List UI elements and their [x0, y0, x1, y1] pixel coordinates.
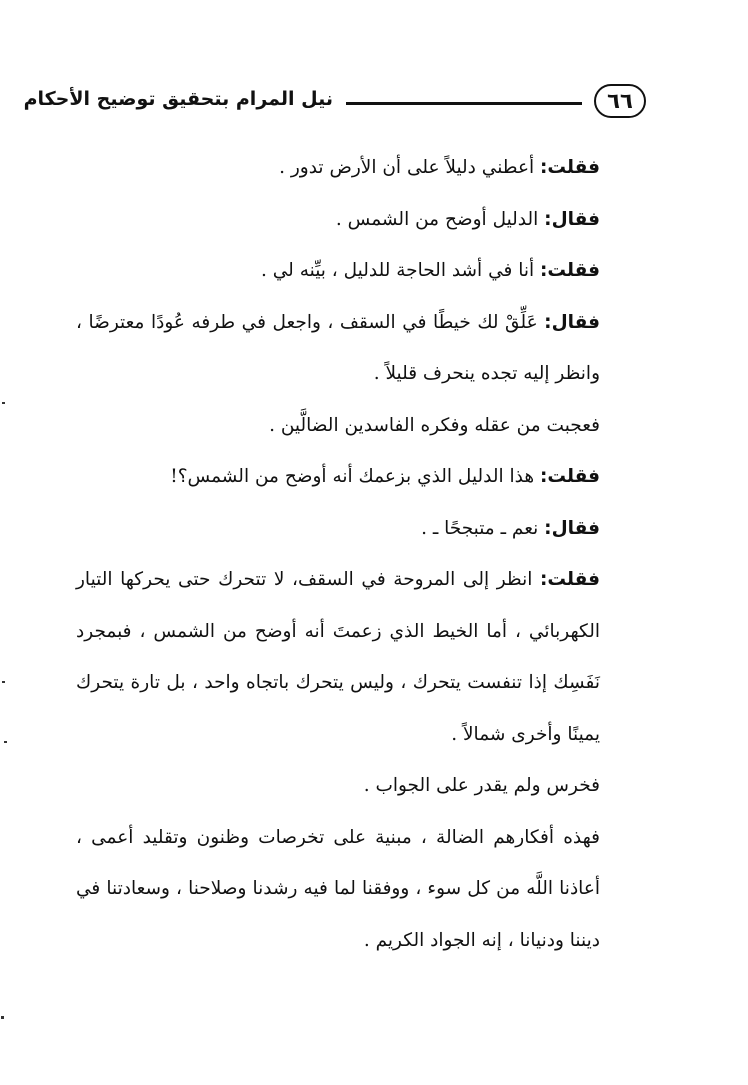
paragraph: [76, 503, 642, 555]
paragraph-text: أعطني دليلاً على أن الأرض تدور .: [279, 157, 541, 178]
page-body: [76, 142, 642, 966]
speaker-label: فقلت:: [540, 466, 600, 487]
book-title: نيل المرام بتحقيق توضيح الأحكام: [23, 88, 333, 110]
scan-speck: [2, 681, 5, 683]
scan-speck: [2, 402, 5, 404]
paragraph: [76, 812, 642, 967]
paragraph-text: انظر إلى المروحة في السقف، لا تتحرك حتى يحركها التيار الكهربائي ، أما الخيط الذي زعمتَ أنه أوضح من الشمس ، فبمجرد نَفَسِك إذا تنفست يتحرك ، وليس يتحرك باتجاه واحد ، بل تارة يتحرك يمينًا وأخرى شمالاً .: [76, 569, 600, 745]
paragraph-text: أنا في أشد الحاجة للدليل ، بيِّنه لي .: [261, 260, 541, 281]
paragraph: [76, 451, 642, 503]
paragraph-text: الدليل أوضح من الشمس .: [335, 208, 545, 230]
paragraph: [76, 297, 642, 400]
paragraph-text: فخرس ولم يقدر على الجواب .: [363, 775, 600, 796]
paragraph: [76, 194, 642, 246]
paragraph-text: فعجبت من عقله وفكره الفاسدين الضالَّين .: [269, 414, 600, 436]
paragraph-text: نعم ـ متبجحًا ـ .: [421, 517, 545, 539]
speaker-label: فقال:: [544, 517, 600, 539]
speaker-label: فقال:: [544, 208, 600, 230]
paragraph: [76, 142, 642, 194]
scan-speck: [1, 1016, 4, 1019]
speaker-label: فقال:: [544, 311, 600, 333]
page-header: [23, 82, 646, 126]
paragraph: [76, 400, 642, 452]
speaker-label: فقلت:: [540, 569, 600, 590]
speaker-label: فقلت:: [540, 260, 600, 281]
header-rule: [346, 102, 582, 105]
scan-speck: [4, 741, 7, 743]
page-number: ٦٦: [594, 84, 646, 118]
paragraph: [76, 245, 642, 297]
paragraph-text: فهذه أفكارهم الضالة ، مبنية على تخرصات وظنون وتقليد أعمى ، أعاذنا اللَّه من كل سوء ، ووفقنا لما فيه رشدنا وصلاحنا ، وسعادتنا في ديننا ودنيانا ، إنه الجواد الكريم .: [76, 826, 600, 951]
paragraph: [76, 554, 642, 760]
paragraph-text: هذا الدليل الذي بزعمك أنه أوضح من الشمس؟!: [170, 466, 541, 487]
speaker-label: فقلت:: [540, 157, 600, 178]
paragraph: [76, 760, 642, 812]
paragraph-text: عَلِّقْ لك خيطًا في السقف ، واجعل في طرفه عُودًا معترضًا ، وانظر إليه تجده ينحرف قليلاً .: [76, 311, 600, 384]
